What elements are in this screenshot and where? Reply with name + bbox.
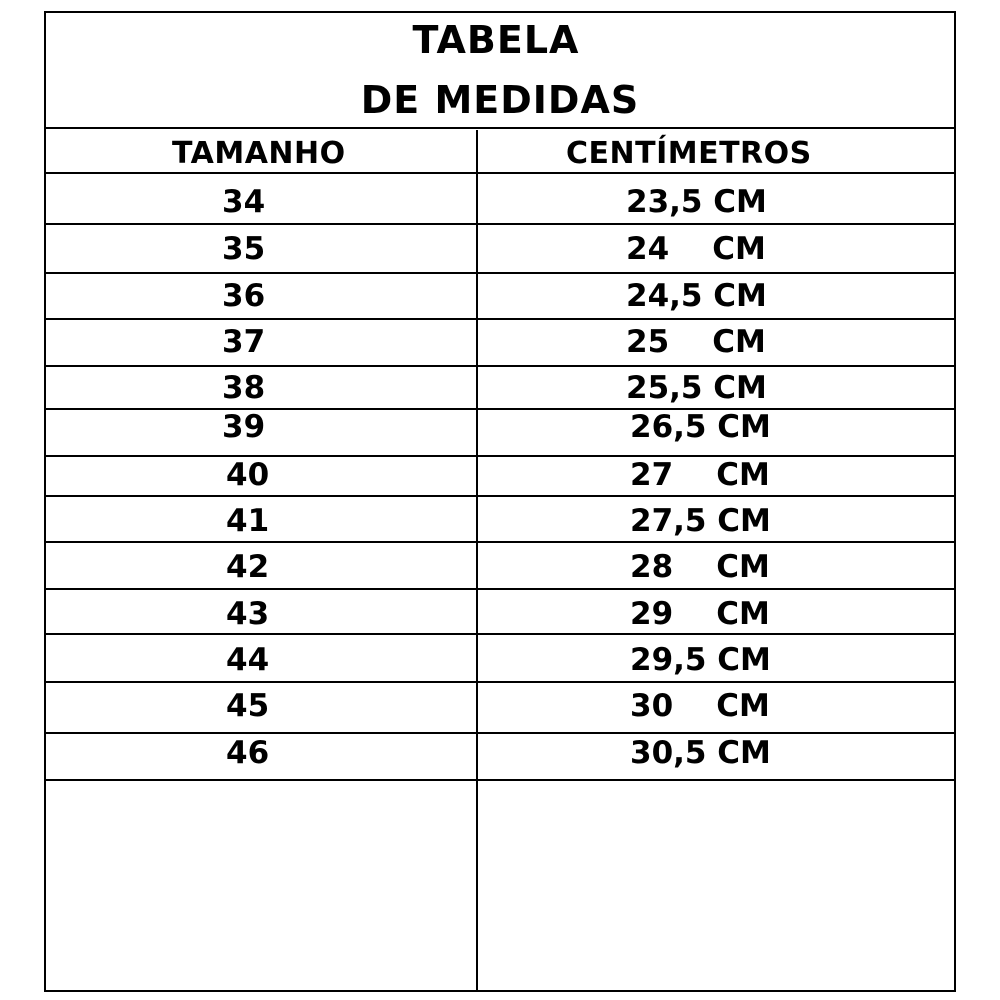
size-cell: 41 bbox=[226, 503, 270, 539]
centimeters-cell: 30 CM bbox=[630, 688, 770, 724]
row-divider bbox=[46, 318, 954, 320]
size-cell: 38 bbox=[222, 370, 266, 406]
size-cell: 45 bbox=[226, 688, 270, 724]
column-divider bbox=[476, 130, 478, 992]
size-cell: 34 bbox=[222, 184, 266, 220]
size-cell: 37 bbox=[222, 324, 266, 360]
size-cell: 35 bbox=[222, 231, 266, 267]
title-line-1: TABELA bbox=[412, 18, 580, 62]
centimeters-cell: 24,5 CM bbox=[626, 278, 767, 314]
row-divider bbox=[46, 408, 954, 410]
size-cell: 44 bbox=[226, 642, 270, 678]
row-divider bbox=[46, 365, 954, 367]
centimeters-cell: 30,5 CM bbox=[630, 735, 771, 771]
centimeters-cell: 25 CM bbox=[626, 324, 766, 360]
centimeters-cell: 24 CM bbox=[626, 231, 766, 267]
row-divider bbox=[46, 541, 954, 543]
size-cell: 43 bbox=[226, 596, 270, 632]
centimeters-cell: 27,5 CM bbox=[630, 503, 771, 539]
row-divider bbox=[46, 732, 954, 734]
size-cell: 36 bbox=[222, 278, 266, 314]
centimeters-cell: 27 CM bbox=[630, 457, 770, 493]
centimeters-cell: 23,5 CM bbox=[626, 184, 767, 220]
row-divider bbox=[46, 272, 954, 274]
row-divider bbox=[46, 779, 954, 781]
row-divider bbox=[46, 681, 954, 683]
centimeters-cell: 25,5 CM bbox=[626, 370, 767, 406]
header-divider bbox=[46, 172, 954, 174]
centimeters-cell: 26,5 CM bbox=[630, 409, 771, 445]
size-cell: 40 bbox=[226, 457, 270, 493]
row-divider bbox=[46, 223, 954, 225]
row-divider bbox=[46, 588, 954, 590]
centimeters-cell: 28 CM bbox=[630, 549, 770, 585]
centimeters-cell: 29 CM bbox=[630, 596, 770, 632]
row-divider bbox=[46, 633, 954, 635]
row-divider bbox=[46, 455, 954, 457]
title-line-2: DE MEDIDAS bbox=[360, 78, 640, 122]
size-cell: 39 bbox=[222, 409, 266, 445]
centimeters-cell: 29,5 CM bbox=[630, 642, 771, 678]
title-divider bbox=[46, 127, 954, 129]
header-centimeters: CENTÍMETROS bbox=[566, 136, 812, 171]
size-cell: 42 bbox=[226, 549, 270, 585]
size-cell: 46 bbox=[226, 735, 270, 771]
row-divider bbox=[46, 495, 954, 497]
header-size: TAMANHO bbox=[172, 136, 346, 171]
